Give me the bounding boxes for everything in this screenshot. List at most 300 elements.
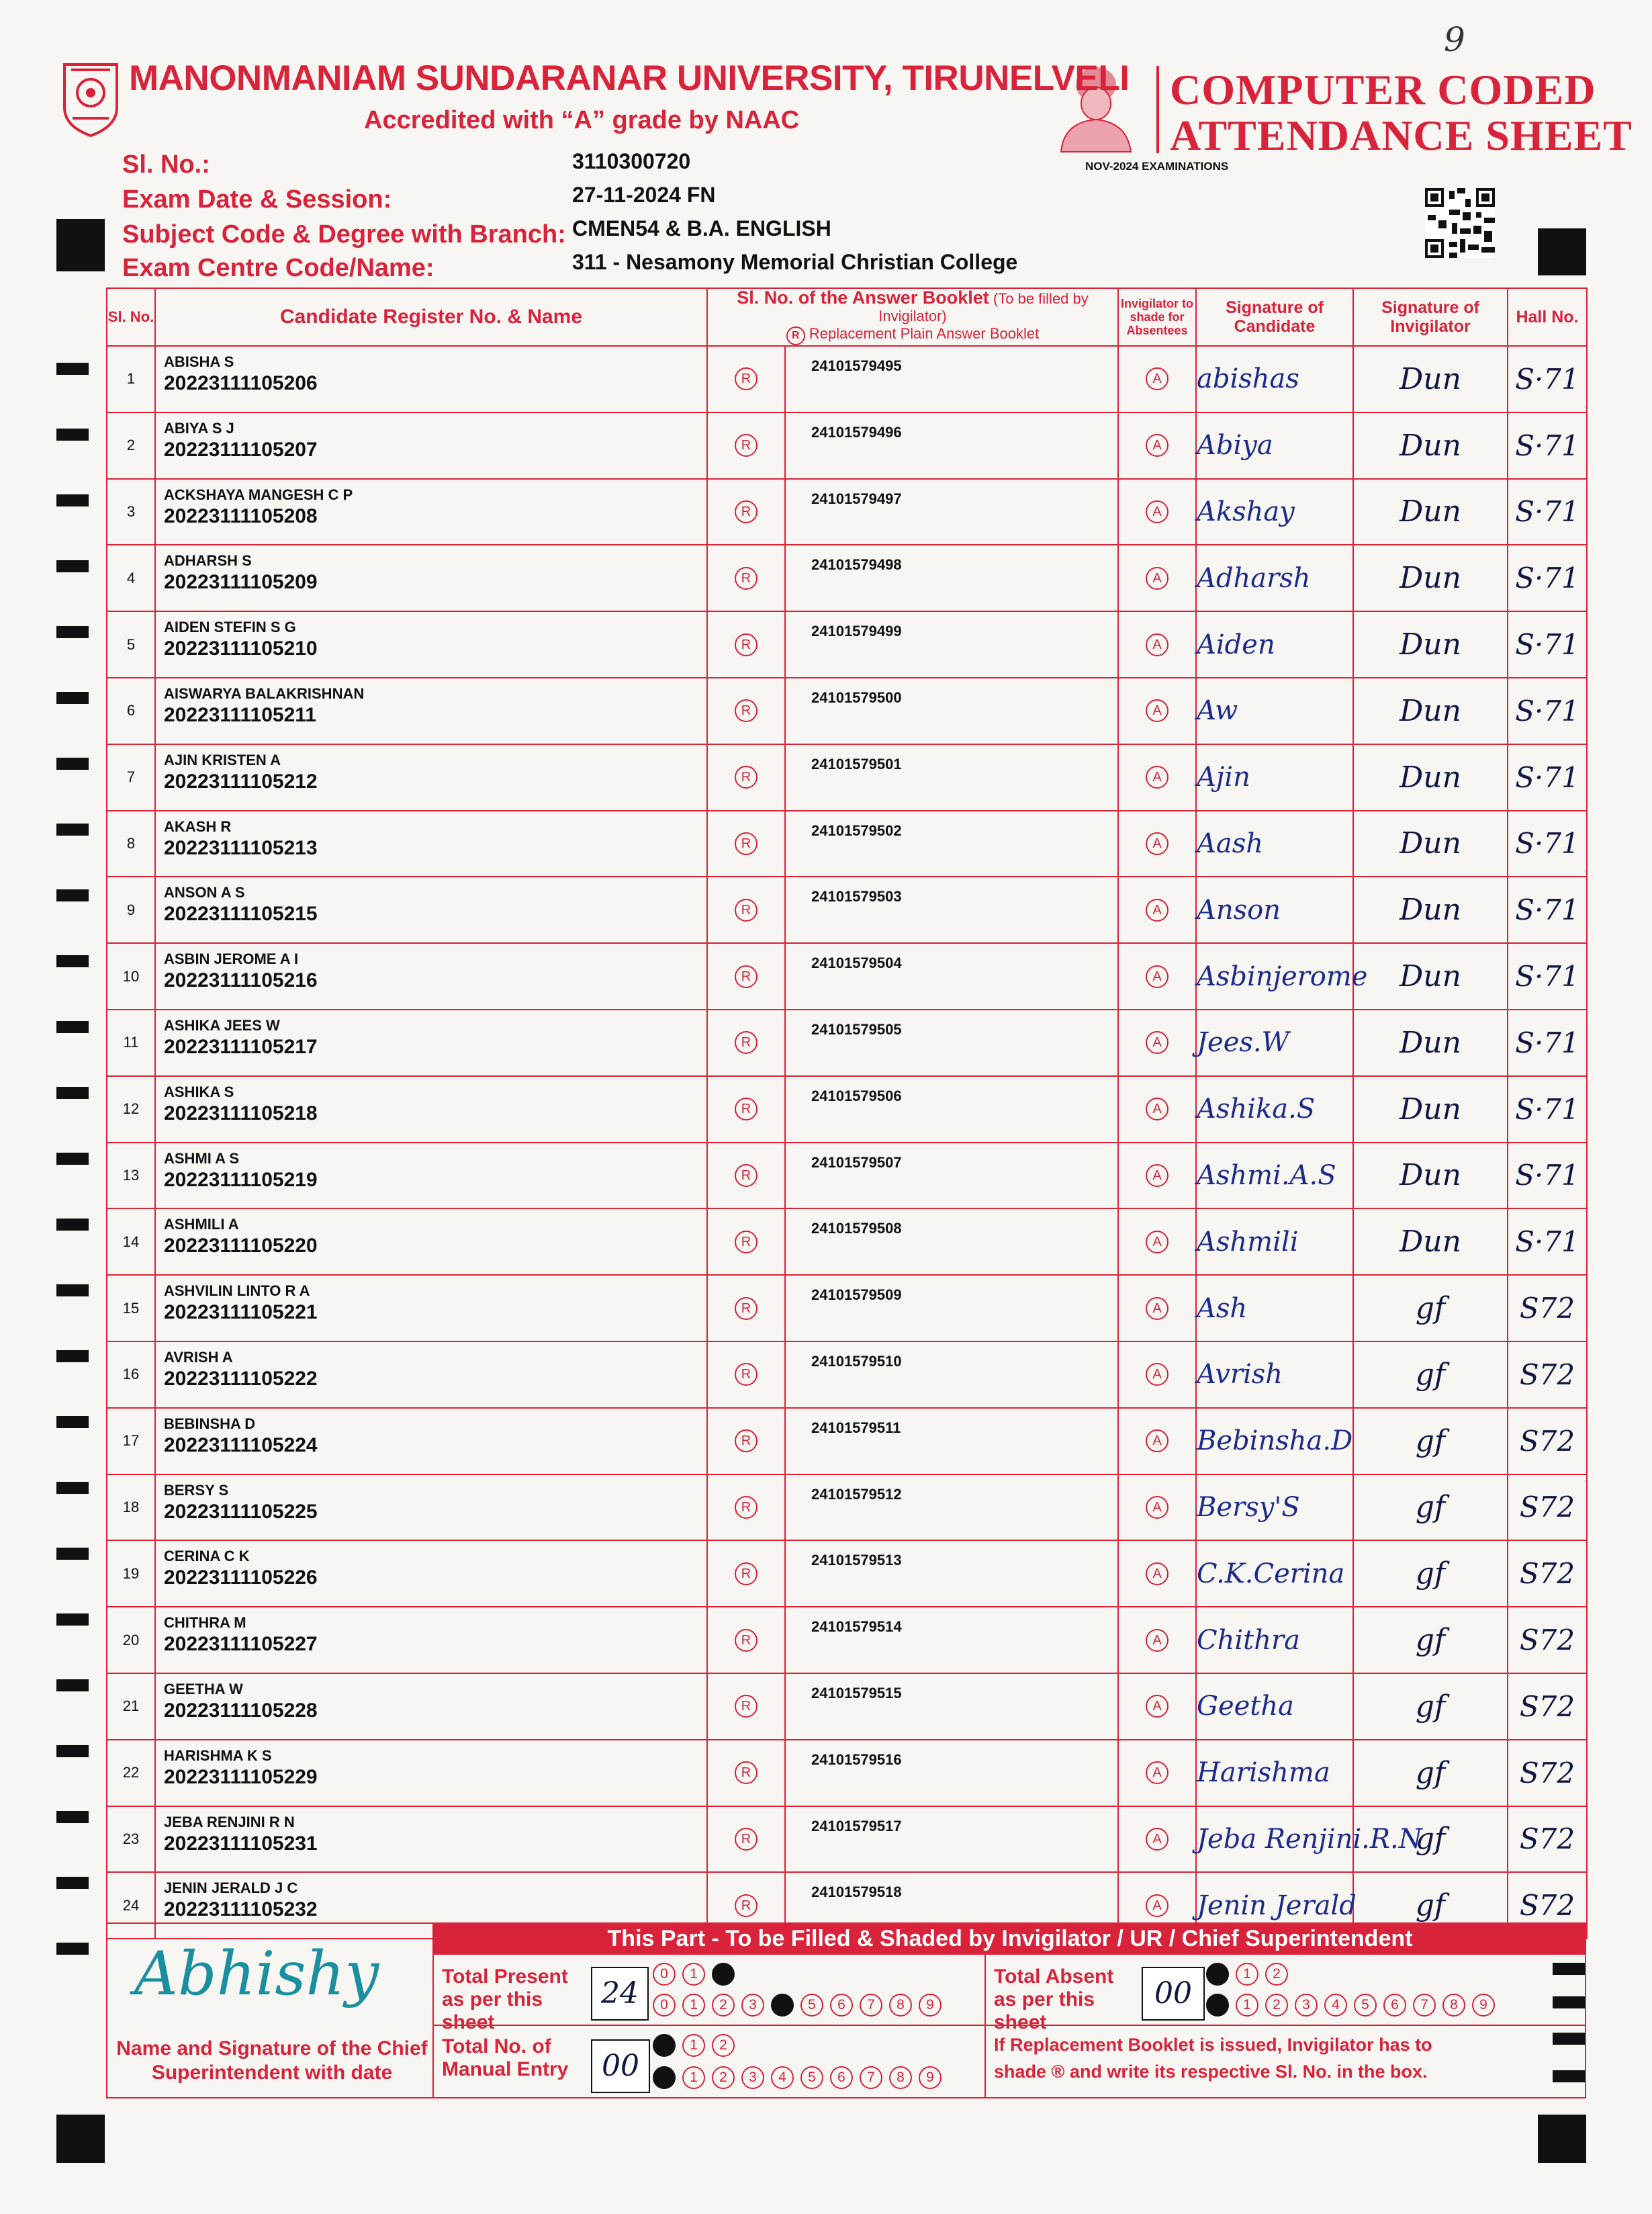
booklet-cell[interactable]	[785, 678, 1118, 744]
digit-bubble[interactable]: 8	[1442, 1994, 1465, 2017]
table-row	[107, 744, 1587, 811]
absent-bubble[interactable]: A	[1146, 1363, 1168, 1386]
digit-bubble[interactable]: 7	[1413, 1994, 1436, 2017]
row-candidate	[155, 744, 707, 811]
hall-no: S72	[1508, 1341, 1587, 1408]
booklet-cell[interactable]	[785, 744, 1118, 811]
table-row	[107, 1673, 1587, 1740]
candidate-name: JEBA RENJINI R N	[164, 1813, 295, 1830]
replacement-bubble[interactable]: R	[735, 1629, 758, 1652]
row-timing-mark	[56, 1877, 89, 1889]
replacement-cell	[707, 611, 785, 678]
row-timing-mark	[56, 1811, 89, 1823]
candidate-name: ACKSHAYA MANGESH C P	[164, 486, 353, 503]
table-row	[107, 1740, 1587, 1806]
table-row	[107, 1341, 1587, 1408]
absent-cell	[1118, 545, 1196, 611]
digit-bubble[interactable]: 2	[1265, 1994, 1288, 2017]
row-candidate	[155, 943, 707, 1010]
digit-bubble[interactable]: 2	[712, 1994, 735, 2017]
candidate-name: ADHARSH S	[164, 552, 252, 570]
digit-bubble[interactable]: 0	[1206, 1963, 1229, 1986]
digit-bubble[interactable]: 1	[682, 2034, 705, 2057]
candidate-register-no: 20223111105207	[164, 438, 318, 461]
row-candidate	[155, 1673, 707, 1740]
candidate-name: ASHMILI A	[164, 1216, 239, 1233]
booklet-cell[interactable]	[785, 346, 1118, 412]
candidate-register-no: 20223111105232	[164, 1898, 318, 1921]
replacement-cell	[707, 1474, 785, 1541]
absent-cell	[1118, 1076, 1196, 1143]
booklet-cell[interactable]	[785, 1408, 1118, 1474]
digit-bubble[interactable]: 4	[1324, 1994, 1347, 2017]
booklet-cell[interactable]	[785, 545, 1118, 611]
replacement-bubble[interactable]: R	[735, 1297, 758, 1320]
booklet-cell[interactable]	[785, 1673, 1118, 1740]
invigilator-signature: Dun	[1353, 678, 1508, 744]
centre-value: 311 - Nesamony Memorial Christian College	[572, 250, 1018, 274]
hall-no: S·71	[1508, 678, 1587, 744]
absent-bubble[interactable]: A	[1146, 1894, 1168, 1917]
digit-bubble[interactable]: 8	[889, 2066, 912, 2089]
invigilator-signature: Dun	[1353, 412, 1508, 479]
booklet-number: 24101579508	[811, 1220, 902, 1237]
replacement-bubble[interactable]: R	[735, 1695, 758, 1718]
booklet-cell[interactable]	[785, 1740, 1118, 1806]
digit-bubble[interactable]: 1	[682, 2066, 705, 2089]
sheet-title-line2: ATTENDANCE SHEET	[1170, 112, 1633, 159]
row-timing-mark	[56, 1350, 89, 1362]
absent-bubble[interactable]: A	[1146, 633, 1168, 656]
absent-bubble[interactable]: A	[1146, 1429, 1168, 1452]
candidate-signature: Ash	[1196, 1275, 1353, 1341]
row-candidate	[155, 1806, 707, 1873]
invigilator-signature: gf	[1353, 1673, 1508, 1740]
absent-bubble[interactable]: A	[1146, 965, 1168, 988]
booklet-cell[interactable]	[785, 1806, 1118, 1873]
booklet-cell[interactable]	[785, 611, 1118, 678]
booklet-number: 24101579513	[811, 1552, 902, 1569]
candidate-signature: Jenin Jerald	[1196, 1872, 1353, 1939]
hall-no: S72	[1508, 1872, 1587, 1939]
header-booklet-main: Sl. No. of the Answer Booklet	[737, 287, 989, 308]
digit-bubble[interactable]: 2	[712, 1963, 735, 1986]
absent-cell	[1118, 1540, 1196, 1607]
invigilator-signature: Dun	[1353, 1010, 1508, 1076]
invigilator-signature: gf	[1353, 1341, 1508, 1408]
invigilator-signature: gf	[1353, 1740, 1508, 1806]
digit-bubble[interactable]: 0	[653, 2034, 676, 2057]
candidate-signature: Jeba Renjini.R.N	[1196, 1806, 1353, 1873]
invigilator-signature: Dun	[1353, 479, 1508, 545]
replacement-bubble[interactable]: R	[735, 367, 758, 390]
candidate-signature: Ajin	[1196, 744, 1353, 811]
table-row	[107, 346, 1587, 412]
invigilator-signature: Dun	[1353, 545, 1508, 611]
absent-bubble[interactable]: A	[1146, 1297, 1168, 1320]
table-row	[107, 877, 1587, 943]
row-sl: 15	[107, 1275, 155, 1341]
row-sl: 21	[107, 1673, 155, 1740]
absent-bubble[interactable]: A	[1146, 1031, 1168, 1054]
table-row	[107, 1143, 1587, 1209]
absent-cell	[1118, 744, 1196, 811]
replacement-bubble[interactable]: R	[735, 434, 758, 457]
digit-bubble[interactable]: 1	[1236, 1994, 1258, 2017]
chief-superintendent-label: Name and Signature of the Chief Superintendent with date	[116, 2037, 428, 2084]
candidate-signature: Asbinjerome	[1196, 943, 1353, 1010]
digit-bubble[interactable]: 4	[771, 1994, 794, 2017]
booklet-number: 24101579511	[811, 1419, 901, 1436]
booklet-number: 24101579501	[811, 755, 902, 772]
hall-no: S·71	[1508, 943, 1587, 1010]
row-candidate	[155, 678, 707, 744]
replacement-bubble[interactable]: R	[735, 1496, 758, 1519]
row-sl: 16	[107, 1341, 155, 1408]
row-timing-mark	[56, 1482, 89, 1494]
timing-mark	[1538, 2115, 1586, 2163]
hall-no: S·71	[1508, 1010, 1587, 1076]
total-present-value[interactable]: 24	[591, 1967, 649, 2021]
candidate-name: GEETHA W	[164, 1680, 243, 1697]
candidate-name: ASHVILIN LINTO R A	[164, 1282, 310, 1300]
absent-cell	[1118, 611, 1196, 678]
candidate-register-no: 20223111105219	[164, 1168, 318, 1191]
replacement-cell	[707, 1673, 785, 1740]
digit-bubble[interactable]: 0	[653, 2066, 676, 2089]
table-header-row	[107, 288, 1587, 346]
row-sl: 12	[107, 1076, 155, 1143]
header-sig-candidate: Signature of Candidate	[1196, 288, 1353, 346]
row-timing-mark	[56, 1745, 89, 1757]
replacement-bubble[interactable]: R	[735, 1031, 758, 1054]
row-timing-mark	[56, 1679, 89, 1691]
row-sl: 11	[107, 1010, 155, 1076]
replacement-bubble[interactable]: R	[735, 699, 758, 722]
candidate-register-no: 20223111105217	[164, 1035, 318, 1058]
absent-bubble[interactable]: A	[1146, 899, 1168, 922]
replacement-bubble[interactable]: R	[735, 1098, 758, 1120]
row-candidate	[155, 811, 707, 877]
absent-bubble[interactable]: A	[1146, 367, 1168, 390]
booklet-cell[interactable]	[785, 1341, 1118, 1408]
row-sl: 10	[107, 943, 155, 1010]
row-candidate	[155, 1540, 707, 1607]
booklet-cell[interactable]	[785, 412, 1118, 479]
absent-bubble[interactable]: A	[1146, 1695, 1168, 1718]
candidate-register-no: 20223111105220	[164, 1235, 318, 1257]
replacement-bubble[interactable]: R	[735, 1363, 758, 1386]
row-sl: 22	[107, 1740, 155, 1806]
candidate-signature: Anson	[1196, 877, 1353, 943]
hall-no: S72	[1508, 1408, 1587, 1474]
row-sl: 9	[107, 877, 155, 943]
total-present-tens-bubbles	[653, 1963, 741, 1986]
digit-bubble[interactable]: 7	[860, 2066, 882, 2089]
booklet-cell[interactable]	[785, 943, 1118, 1010]
candidate-register-no: 20223111105209	[164, 571, 318, 594]
absent-cell	[1118, 943, 1196, 1010]
row-timing-mark	[56, 1153, 89, 1165]
digit-bubble[interactable]: 2	[1265, 1963, 1288, 1986]
row-candidate	[155, 1143, 707, 1209]
sheet-title-line1: COMPUTER CODED	[1170, 66, 1596, 114]
candidate-signature: abishas	[1196, 346, 1353, 412]
candidate-register-no: 20223111105221	[164, 1301, 318, 1324]
candidate-register-no: 20223111105228	[164, 1699, 318, 1722]
digit-bubble[interactable]: 2	[712, 2066, 735, 2089]
total-absent-label: Total Absent as per this sheet	[994, 1965, 1114, 2033]
booklet-cell[interactable]	[785, 877, 1118, 943]
university-name: MANONMANIAM SUNDARANAR UNIVERSITY, TIRUNELVELI	[129, 58, 1130, 98]
digit-bubble[interactable]: 9	[919, 1994, 942, 2017]
total-absent-units-bubbles	[1206, 1994, 1502, 2017]
booklet-number: 24101579495	[811, 357, 902, 374]
chief-superintendent-signature: Abhishy	[134, 1939, 379, 2009]
row-timing-mark	[56, 494, 89, 506]
absent-cell	[1118, 1740, 1196, 1806]
replacement-cell	[707, 811, 785, 877]
digit-bubble[interactable]: 1	[682, 1994, 705, 2017]
row-timing-mark	[56, 1219, 89, 1231]
table-row	[107, 1607, 1587, 1673]
digit-bubble[interactable]: 6	[830, 2066, 853, 2089]
hall-no: S·71	[1508, 545, 1587, 611]
manual-entry-value[interactable]: 00	[591, 2039, 650, 2093]
row-candidate	[155, 1408, 707, 1474]
table-row	[107, 1408, 1587, 1474]
digit-bubble[interactable]: 0	[653, 1994, 676, 2017]
absent-cell	[1118, 811, 1196, 877]
replacement-bubble[interactable]: R	[735, 965, 758, 988]
digit-bubble[interactable]: 1	[682, 1963, 705, 1986]
invigilator-signature: gf	[1353, 1474, 1508, 1541]
candidate-name: BEBINSHA D	[164, 1415, 256, 1432]
digit-bubble[interactable]: 5	[800, 2066, 823, 2089]
row-sl: 7	[107, 744, 155, 811]
header-hall: Hall No.	[1508, 288, 1587, 346]
row-sl: 1	[107, 346, 155, 412]
replacement-bubble[interactable]: R	[735, 1429, 758, 1452]
absent-bubble[interactable]: A	[1146, 699, 1168, 722]
candidate-signature: Aw	[1196, 678, 1353, 744]
digit-bubble[interactable]: 8	[889, 1994, 912, 2017]
digit-bubble[interactable]: 9	[919, 2066, 942, 2089]
row-candidate	[155, 877, 707, 943]
candidate-name: AVRISH A	[164, 1348, 233, 1366]
booklet-number: 24101579505	[811, 1020, 902, 1038]
table-row	[107, 479, 1587, 545]
replacement-symbol: R	[786, 326, 805, 345]
section-header: This Part - To be Filled & Shaded by Invigilator / UR / Chief Superintendent	[434, 1922, 1586, 1955]
row-sl: 19	[107, 1540, 155, 1607]
hall-no: S·71	[1508, 1208, 1587, 1275]
digit-bubble[interactable]: 7	[860, 1994, 882, 2017]
booklet-number: 24101579518	[811, 1884, 902, 1901]
booklet-cell[interactable]	[785, 1010, 1118, 1076]
replacement-bubble[interactable]: R	[735, 832, 758, 855]
booklet-cell[interactable]	[785, 811, 1118, 877]
invigilator-signature: gf	[1353, 1872, 1508, 1939]
digit-bubble[interactable]: 5	[1354, 1994, 1377, 2017]
candidate-signature: C.K.Cerina	[1196, 1540, 1353, 1607]
invigilator-signature: Dun	[1353, 1143, 1508, 1209]
subject-label: Subject Code & Degree with Branch:	[122, 220, 566, 249]
digit-bubble[interactable]: 4	[771, 2066, 794, 2089]
subject-value: CMEN54 & B.A. ENGLISH	[572, 216, 831, 240]
replacement-cell	[707, 1740, 785, 1806]
row-timing-mark	[56, 1284, 89, 1296]
invigilator-signature: Dun	[1353, 346, 1508, 412]
booklet-cell[interactable]	[785, 1540, 1118, 1607]
candidate-register-no: 20223111105216	[164, 969, 318, 992]
replacement-bubble[interactable]: R	[735, 500, 758, 523]
candidate-signature: Avrish	[1196, 1341, 1353, 1408]
table-row	[107, 943, 1587, 1010]
replacement-bubble[interactable]: R	[735, 1164, 758, 1187]
hall-no: S72	[1508, 1474, 1587, 1541]
row-sl: 5	[107, 611, 155, 678]
table-row	[107, 1540, 1587, 1607]
booklet-cell[interactable]	[785, 1474, 1118, 1541]
digit-bubble[interactable]: 2	[712, 2034, 735, 2057]
header-sl: Sl. No.	[107, 288, 155, 346]
replacement-cell	[707, 1076, 785, 1143]
replacement-cell	[707, 1540, 785, 1607]
row-timing-mark	[56, 1416, 89, 1428]
row-timing-mark	[56, 758, 89, 770]
header-divider	[1156, 66, 1159, 153]
row-timing-mark	[56, 560, 89, 572]
digit-bubble[interactable]: 9	[1472, 1994, 1495, 2017]
absent-bubble[interactable]: A	[1146, 1098, 1168, 1120]
booklet-number: 24101579514	[811, 1618, 902, 1636]
digit-bubble[interactable]: 5	[800, 1994, 823, 2017]
digit-bubble[interactable]: 3	[741, 1994, 764, 2017]
replacement-bubble[interactable]: R	[735, 1562, 758, 1585]
booklet-cell[interactable]	[785, 479, 1118, 545]
row-timing-mark	[56, 955, 89, 967]
absent-bubble[interactable]: A	[1146, 766, 1168, 789]
replacement-bubble[interactable]: R	[735, 1894, 758, 1917]
invigilator-signature: Dun	[1353, 1076, 1508, 1143]
university-logo	[58, 60, 124, 138]
candidate-name: ASHMI A S	[164, 1149, 240, 1167]
absent-bubble[interactable]: A	[1146, 1629, 1168, 1652]
row-sl: 4	[107, 545, 155, 611]
booklet-number: 24101579510	[811, 1352, 902, 1370]
bottom-divider	[984, 1955, 986, 2098]
sl-no-label: Sl. No.:	[122, 150, 210, 179]
replacement-bubble[interactable]: R	[735, 1828, 758, 1851]
timing-mark	[56, 2115, 105, 2163]
hall-no: S·71	[1508, 744, 1587, 811]
invigilator-signature: Dun	[1353, 943, 1508, 1010]
absent-cell	[1118, 678, 1196, 744]
absent-bubble[interactable]: A	[1146, 1496, 1168, 1519]
row-sl: 13	[107, 1143, 155, 1209]
booklet-number: 24101579515	[811, 1684, 902, 1701]
exam-date-value: 27-11-2024 FN	[572, 183, 716, 207]
candidate-register-no: 20223111105211	[164, 703, 316, 726]
absent-bubble[interactable]: A	[1146, 1231, 1168, 1253]
row-timing-mark	[56, 1087, 89, 1099]
manual-entry-tens-bubbles	[653, 2034, 741, 2057]
digit-bubble[interactable]: 3	[741, 2066, 764, 2089]
table-row	[107, 412, 1587, 479]
row-candidate	[155, 1076, 707, 1143]
row-candidate	[155, 479, 707, 545]
row-timing-mark	[56, 1613, 89, 1626]
row-candidate	[155, 1010, 707, 1076]
candidate-signature: Ashmi.A.S	[1196, 1143, 1353, 1209]
row-timing-mark	[56, 889, 89, 901]
row-sl: 23	[107, 1806, 155, 1873]
row-timing-mark	[56, 824, 89, 836]
replacement-note: If Replacement Booklet is issued, Invigilator has to shade ® and write its respective Sl. No. in the box.	[994, 2035, 1432, 2082]
replacement-cell	[707, 1806, 785, 1873]
digit-bubble[interactable]: 3	[1295, 1994, 1318, 2017]
invigilator-signature: gf	[1353, 1540, 1508, 1607]
digit-bubble[interactable]: 0	[1206, 1994, 1229, 2017]
absent-bubble[interactable]: A	[1146, 1828, 1168, 1851]
replacement-bubble[interactable]: R	[735, 1761, 758, 1784]
hall-no: S·71	[1508, 611, 1587, 678]
booklet-cell[interactable]	[785, 1607, 1118, 1673]
row-sl: 20	[107, 1607, 155, 1673]
absent-bubble[interactable]: A	[1146, 500, 1168, 523]
replacement-bubble[interactable]: R	[735, 1231, 758, 1253]
booklet-cell[interactable]	[785, 1143, 1118, 1209]
booklet-cell[interactable]	[785, 1275, 1118, 1341]
page-mark: 9	[1444, 20, 1465, 59]
row-candidate	[155, 1208, 707, 1275]
exam-date-label: Exam Date & Session:	[122, 185, 392, 214]
digit-bubble[interactable]: 6	[830, 1994, 853, 2017]
digit-bubble[interactable]: 0	[653, 1963, 676, 1986]
candidate-register-no: 20223111105206	[164, 372, 318, 394]
replacement-bubble[interactable]: R	[735, 899, 758, 922]
invigilator-signature: Dun	[1353, 744, 1508, 811]
absent-bubble[interactable]: A	[1146, 434, 1168, 457]
absent-bubble[interactable]: A	[1146, 1164, 1168, 1187]
replacement-bubble[interactable]: R	[735, 633, 758, 656]
row-candidate	[155, 346, 707, 412]
total-absent-value[interactable]: 00	[1142, 1967, 1205, 2021]
table-row	[107, 1474, 1587, 1541]
digit-bubble[interactable]: 1	[1236, 1963, 1258, 1986]
booklet-cell[interactable]	[785, 1076, 1118, 1143]
row-candidate	[155, 1474, 707, 1541]
absent-bubble[interactable]: A	[1146, 832, 1168, 855]
digit-bubble[interactable]: 6	[1383, 1994, 1406, 2017]
row-candidate	[155, 611, 707, 678]
accreditation: Accredited with “A” grade by NAAC	[364, 106, 800, 134]
replacement-bubble[interactable]: R	[735, 567, 758, 590]
candidate-name: AISWARYA BALAKRISHNAN	[164, 684, 365, 702]
absent-cell	[1118, 1143, 1196, 1209]
replacement-bubble[interactable]: R	[735, 766, 758, 789]
candidate-name: JENIN JERALD J C	[164, 1879, 298, 1897]
absent-bubble[interactable]: A	[1146, 1761, 1168, 1784]
absent-cell	[1118, 877, 1196, 943]
booklet-number: 24101579500	[811, 689, 902, 706]
table-row	[107, 1275, 1587, 1341]
hall-no: S72	[1508, 1740, 1587, 1806]
absent-bubble[interactable]: A	[1146, 567, 1168, 590]
absent-bubble[interactable]: A	[1146, 1562, 1168, 1585]
booklet-cell[interactable]	[785, 1208, 1118, 1275]
